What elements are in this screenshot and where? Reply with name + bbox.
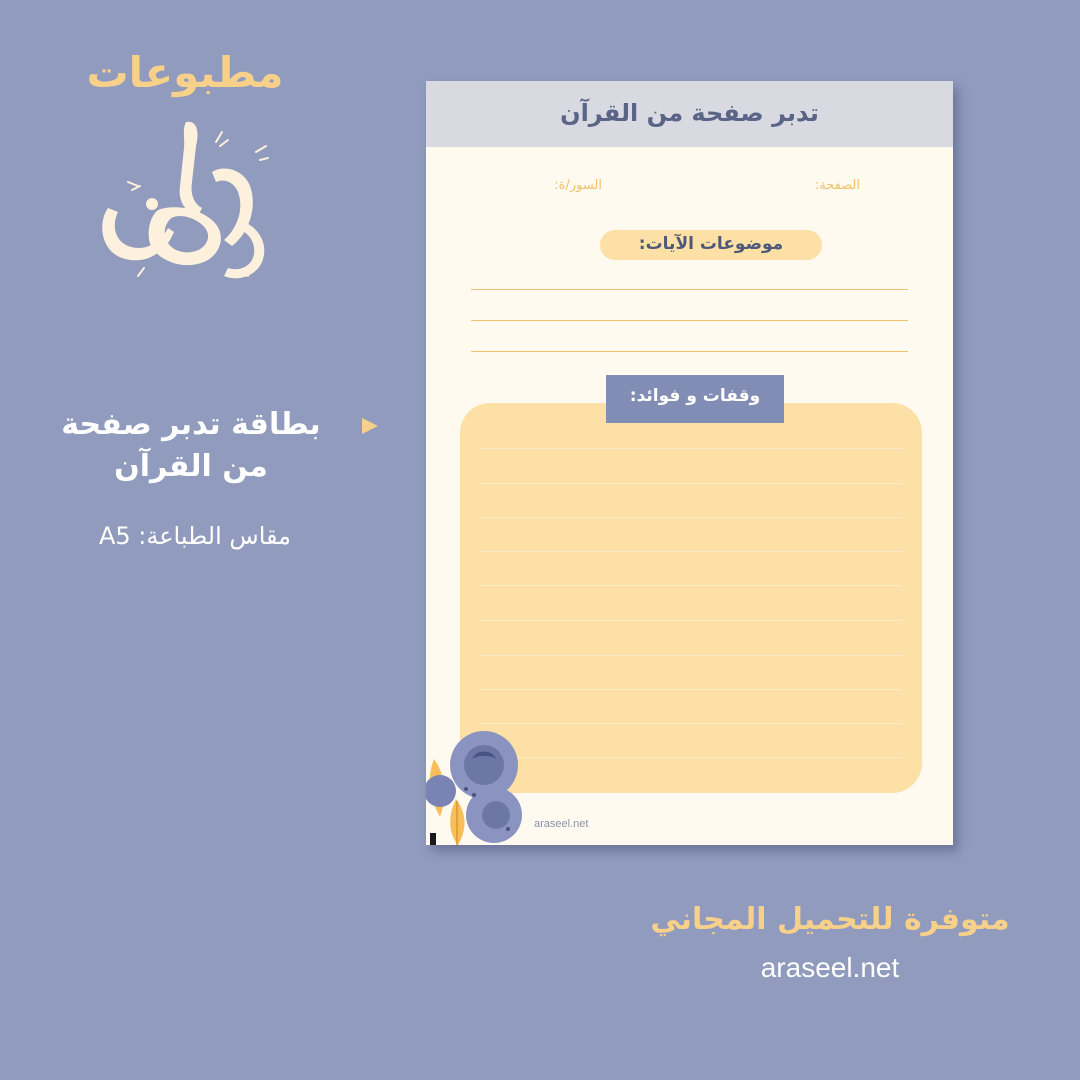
notes-line	[480, 655, 902, 656]
topics-rule-line	[471, 289, 908, 290]
topics-rule-line	[471, 320, 908, 321]
free-download-text: متوفرة للتحميل المجاني	[650, 902, 1010, 937]
notes-line	[480, 483, 902, 484]
stops-tab	[606, 375, 784, 423]
notes-line	[480, 585, 902, 586]
notes-line	[480, 448, 902, 449]
card-preview	[426, 81, 953, 845]
website-link[interactable]: araseel.net	[760, 952, 900, 983]
print-size-text: مقاس الطباعة: A5	[98, 522, 292, 550]
bullet-triangle-icon	[362, 418, 378, 434]
brand-logo	[88, 112, 288, 284]
card-website: araseel.net	[534, 818, 589, 830]
card-header	[426, 81, 953, 147]
surah-field-label: السور/ة:	[554, 178, 602, 193]
notes-line	[480, 620, 902, 621]
notes-box	[460, 403, 922, 793]
topics-pill	[600, 230, 822, 260]
notes-line	[480, 689, 902, 690]
card-title: تدبر صفحة من القرآن	[560, 99, 819, 127]
page-field-label: الصفحة:	[814, 178, 860, 193]
notes-line	[480, 757, 902, 758]
notes-line	[480, 517, 902, 518]
notes-line	[480, 551, 902, 552]
stops-label: وقفات و فوائد:	[629, 386, 761, 406]
brand-title: مطبوعات	[86, 48, 284, 97]
notes-line	[480, 723, 902, 724]
product-name: بطاقة تدبر صفحة من القرآن	[61, 407, 321, 484]
topics-label: موضوعات الآيات:	[638, 234, 784, 254]
topics-rule-line	[471, 351, 908, 352]
flowers-decoration	[426, 729, 526, 845]
